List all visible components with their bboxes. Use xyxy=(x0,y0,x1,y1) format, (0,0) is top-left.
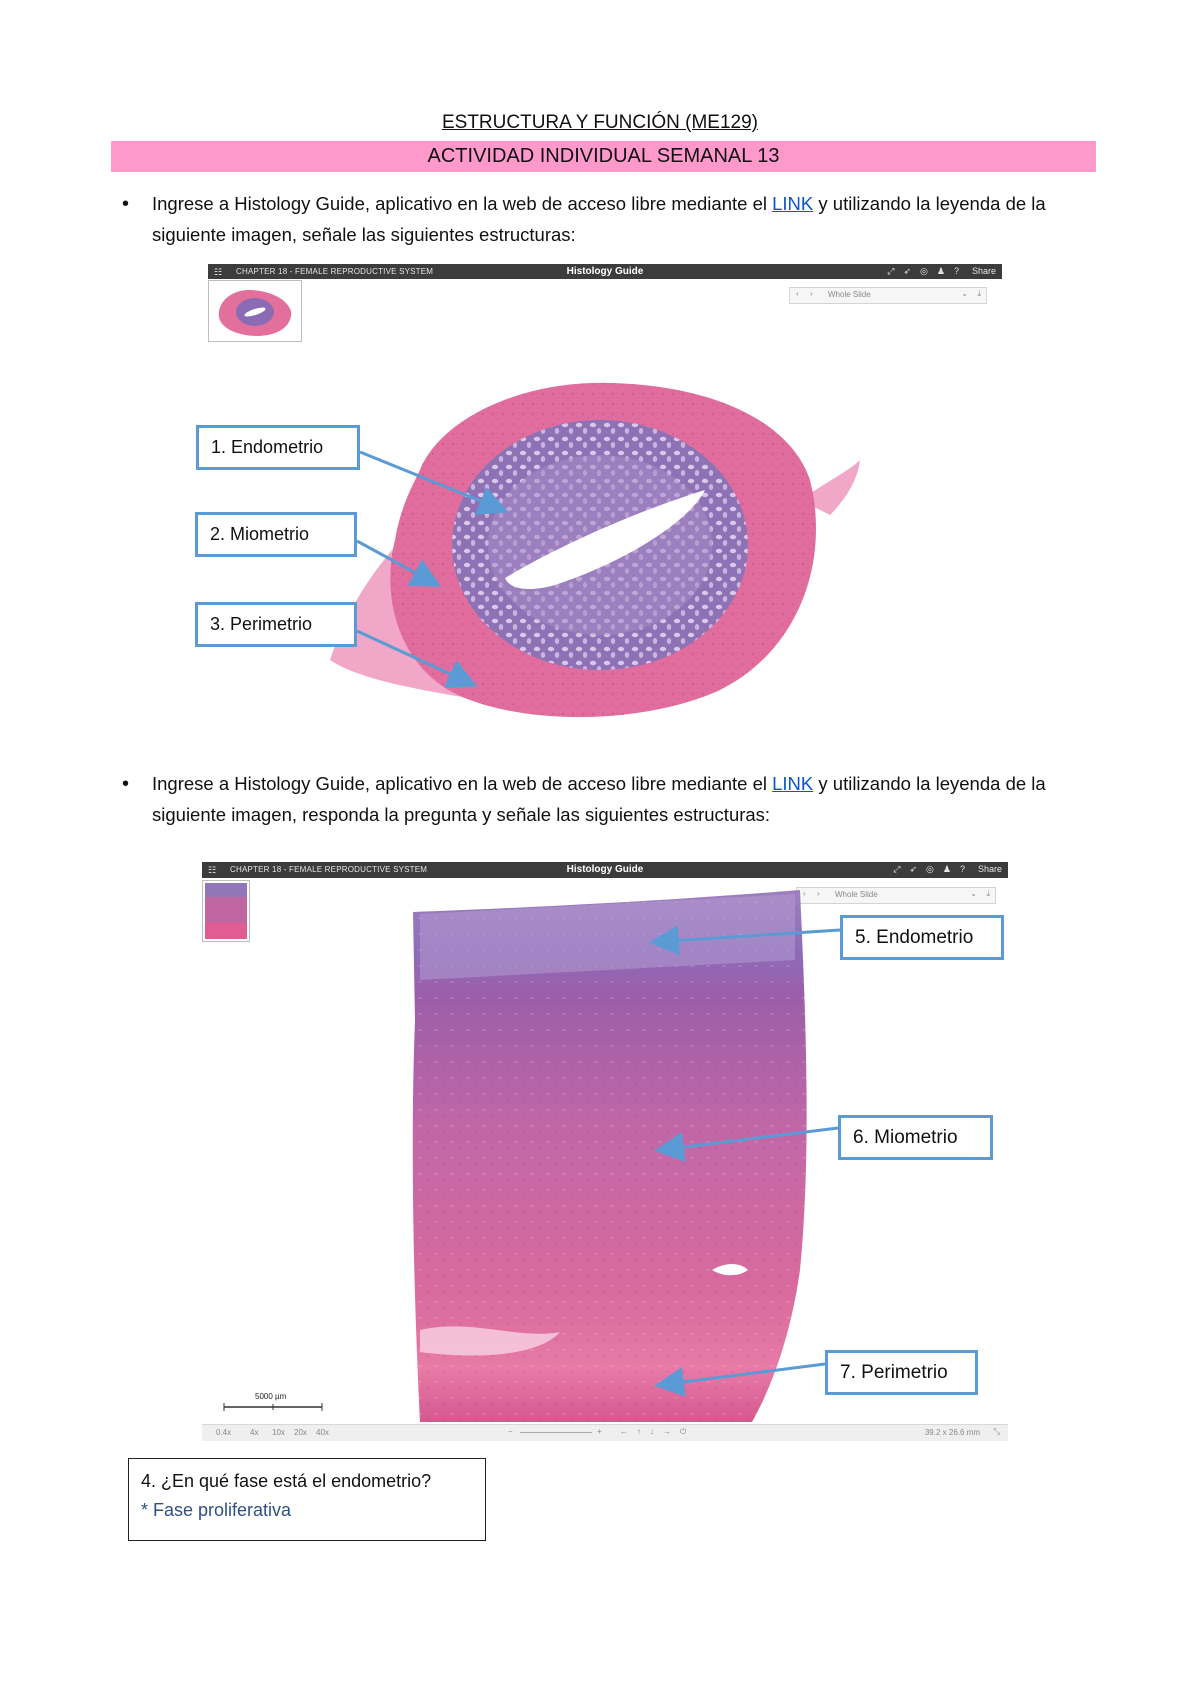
label-number: 1. xyxy=(211,437,227,457)
zoom-level-button[interactable]: 10x xyxy=(272,1428,285,1437)
download-icon[interactable]: ⤓ xyxy=(977,289,981,298)
label-number: 7. xyxy=(840,1362,856,1383)
share-button[interactable]: Share xyxy=(971,266,996,276)
label-name: Perimetrio xyxy=(230,614,313,634)
question-answer: * Fase proliferativa xyxy=(141,1500,292,1520)
download-icon[interactable]: ⤓ xyxy=(986,889,990,898)
chevron-down-icon[interactable]: ⌄ xyxy=(961,289,968,298)
zoom-slider[interactable] xyxy=(520,1432,592,1433)
menu-grid-icon[interactable]: ☷ xyxy=(208,865,217,875)
help-icon[interactable]: ? xyxy=(953,266,968,276)
scale-bar-label: 5000 µm xyxy=(255,1392,287,1401)
chapter-title: CHAPTER 18 - FEMALE REPRODUCTIVE SYSTEM xyxy=(236,267,434,276)
resize-icon[interactable]: ⤡ xyxy=(993,1427,1000,1436)
label-name: Endometrio xyxy=(231,437,324,457)
prev-arrow-icon[interactable]: ‹ xyxy=(803,889,806,898)
expand-icon[interactable]: ⤢ xyxy=(893,864,910,874)
label-name: Endometrio xyxy=(876,927,974,948)
zoom-level-button[interactable]: 4x xyxy=(250,1428,259,1437)
slide-select-value: Whole Slide xyxy=(828,290,871,299)
slide-select-value: Whole Slide xyxy=(835,890,878,899)
label-number: 3. xyxy=(210,614,226,634)
bell-icon[interactable]: ♟ xyxy=(942,864,960,874)
label-name: Perimetrio xyxy=(861,1362,948,1383)
chapter-title: CHAPTER 18 - FEMALE REPRODUCTIVE SYSTEM xyxy=(230,865,428,874)
bullet-marker: • xyxy=(122,773,130,795)
pointer-icon[interactable]: ➶ xyxy=(909,864,927,874)
brand-title: Histology Guide xyxy=(566,864,644,875)
label-miometrio xyxy=(838,1115,993,1160)
activity-title: ACTIVIDAD INDIVIDUAL SEMANAL 13 xyxy=(111,141,1096,172)
target-icon[interactable]: ◎ xyxy=(926,864,943,874)
expand-icon[interactable]: ⤢ xyxy=(887,266,904,276)
chevron-down-icon[interactable]: ⌄ xyxy=(970,889,977,898)
next-arrow-icon[interactable]: › xyxy=(810,289,813,298)
help-icon[interactable]: ? xyxy=(959,864,974,874)
bullet-marker: • xyxy=(122,193,130,215)
label-perimetrio xyxy=(825,1350,978,1395)
label-number: 6. xyxy=(853,1127,869,1148)
bell-icon[interactable]: ♟ xyxy=(936,266,954,276)
question-text: 4. ¿En qué fase está el endometrio? xyxy=(141,1471,432,1491)
label-name: Miometrio xyxy=(230,524,310,544)
label-number: 2. xyxy=(210,524,226,544)
instruction-text: Ingrese a Histology Guide, aplicativo en la web de acceso libre mediante el xyxy=(152,773,773,794)
zoom-out-icon[interactable]: − xyxy=(508,1427,513,1436)
histology-guide-link[interactable]: LINK xyxy=(772,773,814,794)
share-button[interactable]: Share xyxy=(977,864,1002,874)
label-endometrio xyxy=(840,915,1004,960)
zoom-level-button[interactable]: 40x xyxy=(316,1428,329,1437)
label-name: Miometrio xyxy=(874,1127,958,1148)
prev-arrow-icon[interactable]: ‹ xyxy=(796,289,799,298)
question-box xyxy=(128,1458,486,1541)
instruction-text: y utilizando la leyenda de la siguiente imagen, responda la pregunta y señale las siguientes estructuras: xyxy=(152,773,1046,825)
next-arrow-icon[interactable]: › xyxy=(817,889,820,898)
instruction-text: y utilizando la leyenda de la siguiente imagen, señale las siguientes estructuras: xyxy=(152,193,1046,245)
label-number: 5. xyxy=(855,927,871,948)
zoom-in-icon[interactable]: + xyxy=(597,1427,602,1436)
zoom-level-button[interactable]: 20x xyxy=(294,1428,307,1437)
histology-guide-link[interactable]: LINK xyxy=(772,193,814,214)
pan-arrows[interactable]: ←↑↓→⏻ xyxy=(620,1427,696,1436)
viewer-bottom-bar xyxy=(202,1424,1008,1441)
brand-title: Histology Guide xyxy=(566,266,644,277)
target-icon[interactable]: ◎ xyxy=(920,266,937,276)
course-title: ESTRUCTURA Y FUNCIÓN (ME129) xyxy=(441,112,758,133)
instruction-text: Ingrese a Histology Guide, aplicativo en la web de acceso libre mediante el xyxy=(152,193,773,214)
menu-grid-icon[interactable]: ☷ xyxy=(214,267,223,277)
zoom-level-button[interactable]: 0.4x xyxy=(216,1428,232,1437)
pointer-icon[interactable]: ➶ xyxy=(903,266,921,276)
slide-dimensions: 39.2 x 26.6 mm xyxy=(924,1428,980,1437)
